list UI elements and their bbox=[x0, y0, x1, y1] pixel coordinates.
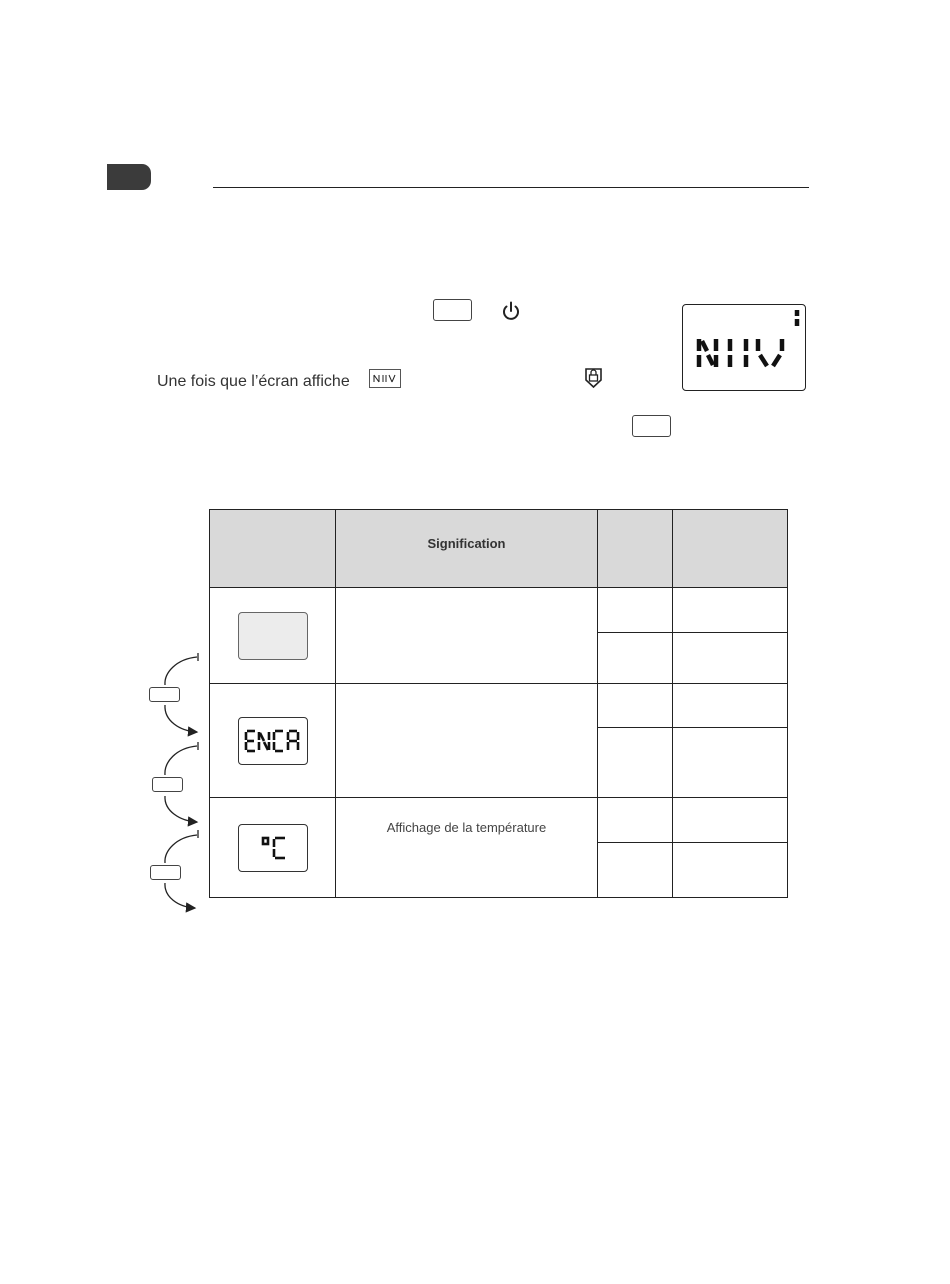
display-cell bbox=[210, 683, 336, 798]
table-row bbox=[210, 588, 788, 632]
value-cell bbox=[673, 588, 788, 632]
power-icon bbox=[500, 300, 522, 322]
lcd-enca-icon bbox=[238, 717, 308, 765]
table-row bbox=[210, 798, 788, 842]
value-cell bbox=[598, 798, 673, 842]
value-cell bbox=[598, 842, 673, 897]
lock-icon bbox=[584, 366, 603, 389]
meaning-cell-temperature: Affichage de la température bbox=[336, 798, 598, 898]
value-cell bbox=[673, 728, 788, 798]
section-tab bbox=[107, 164, 151, 190]
value-cell bbox=[598, 632, 673, 683]
side-mode-key-icon bbox=[150, 865, 181, 880]
value-cell bbox=[598, 588, 673, 632]
value-cell bbox=[673, 683, 788, 727]
header-cell-display bbox=[210, 510, 336, 588]
mini-lcd-niv-icon bbox=[369, 369, 401, 388]
header-rule bbox=[213, 187, 809, 188]
value-cell bbox=[673, 632, 788, 683]
display-cell bbox=[210, 588, 336, 683]
value-cell bbox=[673, 798, 788, 842]
value-cell bbox=[598, 728, 673, 798]
mode-key-icon bbox=[433, 299, 472, 321]
lcd-segments-niv bbox=[683, 305, 804, 389]
lcd-celsius-icon bbox=[238, 824, 308, 872]
display-cell bbox=[210, 798, 336, 898]
header-cell-4 bbox=[673, 510, 788, 588]
meaning-cell bbox=[336, 588, 598, 683]
value-cell bbox=[598, 683, 673, 727]
header-cell-3 bbox=[598, 510, 673, 588]
side-mode-key-icon bbox=[152, 777, 183, 792]
header-cell-signification: Signification bbox=[336, 510, 598, 588]
table-row bbox=[210, 683, 788, 727]
mode-key-icon bbox=[632, 415, 671, 437]
table-header-row bbox=[210, 510, 788, 588]
blank-lcd-icon bbox=[238, 612, 308, 660]
value-cell bbox=[673, 842, 788, 897]
display-table bbox=[209, 509, 788, 898]
meaning-cell bbox=[336, 683, 598, 798]
side-mode-key-icon bbox=[149, 687, 180, 702]
lcd-display-niv bbox=[682, 304, 806, 391]
instruction-sentence: Une fois que l’écran affiche bbox=[157, 373, 350, 390]
